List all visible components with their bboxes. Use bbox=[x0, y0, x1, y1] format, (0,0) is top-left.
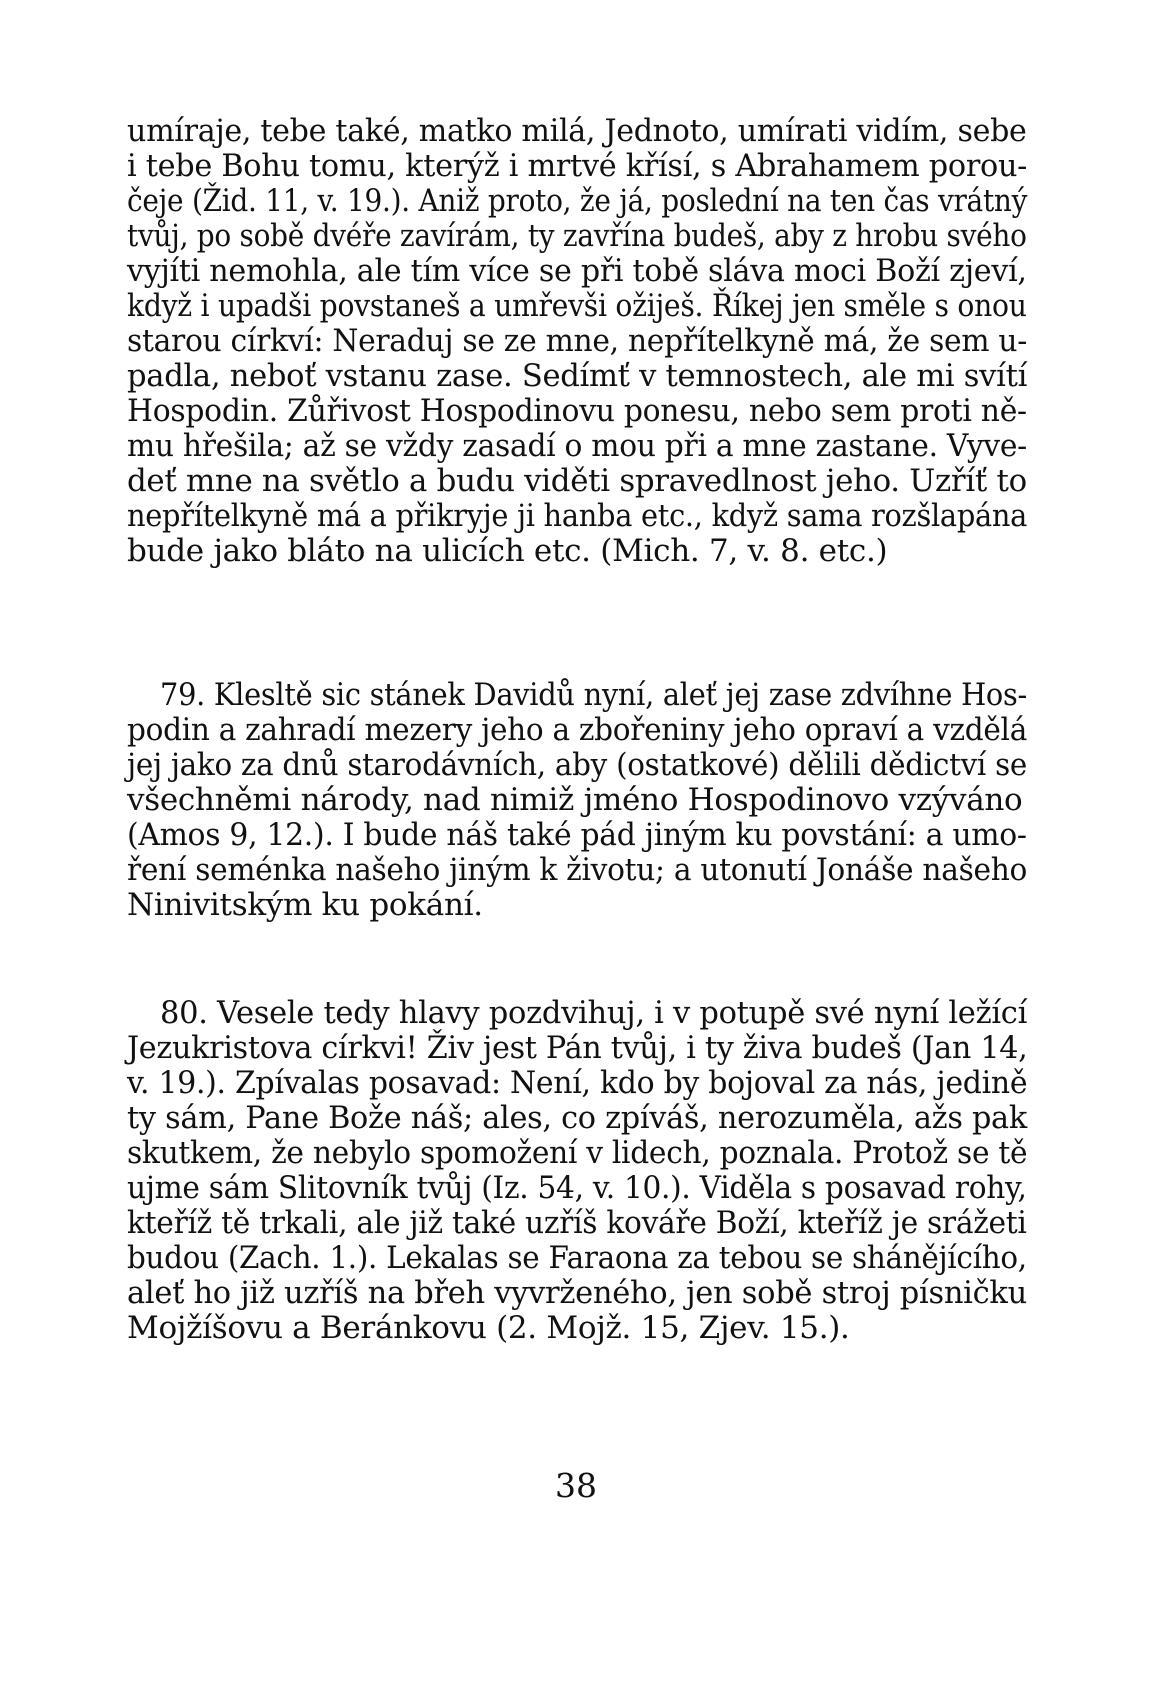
text-line: i tebe Bohu tomu, kterýž i mrtvé křísí, s Abrahamem porou- bbox=[127, 148, 1028, 184]
text-line: když i upadši povstaneš a umřevši ožiješ. Říkej jen směle s onou bbox=[127, 288, 1027, 324]
text-line: mu hřešila; až se vždy zasadí o mou při a mne zastane. Vyve- bbox=[127, 428, 1027, 464]
text-line: starou církví: Neraduj se ze mne, nepřítelkyně má, že sem u- bbox=[127, 323, 1027, 359]
text-line: bude jako bláto na ulicích etc. (Mich. 7, v. 8. etc.) bbox=[127, 533, 888, 569]
text-line: padla, neboť vstanu zase. Sedímť v temnostech, ale mi svítí bbox=[127, 358, 1028, 394]
text-line: nepřítelkyně má a přikryje ji hanba etc., když sama rozšlapána bbox=[127, 498, 1028, 534]
text-line: tvůj, po sobě dvéře zavírám, ty zavřína budeš, aby z hrobu svého bbox=[127, 218, 1027, 254]
text-line: všechněmi národy, nad nimiž jméno Hospodinovo vzýváno bbox=[127, 782, 1023, 818]
text-line: Hospodin. Zůřivost Hospodinovu ponesu, nebo sem proti ně- bbox=[127, 393, 1027, 429]
text-line: skutkem, že nebylo spomožení v lidech, poznala. Protož se tě bbox=[127, 1135, 1028, 1171]
text-line: Mojžíšovu a Beránkovu (2. Mojž. 15, Zjev. 15.). bbox=[127, 1310, 850, 1346]
text-line: vyjíti nemohla, ale tím více se při tobě sláva moci Boží zjeví, bbox=[127, 253, 1027, 289]
text-line: Ninivitským ku pokání. bbox=[127, 887, 483, 923]
text-line: deť mne na světlo a budu viděti spravedlnost jeho. Uzříť to bbox=[127, 463, 1027, 499]
text-line: 79. Klesltě sic stánek Davidů nyní, aleť jej zase zdvíhne Hos- bbox=[160, 677, 1028, 713]
text-line: ření seménka našeho jiným k životu; a utonutí Jonáše našeho bbox=[127, 852, 1028, 888]
text-line: kteříž tě trkali, ale již také uzříš kováře Boží, kteříž je srážeti bbox=[127, 1205, 1027, 1241]
text-line: Jezukristova církvi! Živ jest Pán tvůj, i ty živa budeš (Jan 14, bbox=[127, 1030, 1028, 1066]
text-line: ty sám, Pane Bože náš; ales, co zpíváš, nerozuměla, ažs pak bbox=[127, 1100, 1027, 1136]
text-line: podin a zahradí mezery jeho a zbořeniny jeho opraví a vzdělá bbox=[127, 712, 1028, 748]
text-line: jej jako za dnů starodávních, aby (ostatkové) dělili dědictví se bbox=[127, 747, 1028, 783]
text-line: ujme sám Slitovník tvůj (Iz. 54, v. 10.). Viděla s posavad rohy, bbox=[127, 1170, 1027, 1206]
text-line: (Amos 9, 12.). I bude náš také pád jiným ku povstání: a umo- bbox=[127, 817, 1027, 853]
text-line: čeje (Žid. 11, v. 19.). Aniž proto, že já, poslední na ten čas vrátný bbox=[127, 183, 1028, 219]
page-number: 38 bbox=[555, 1466, 597, 1505]
text-line: v. 19.). Zpívalas posavad: Není, kdo by bojoval za nás, jedině bbox=[127, 1065, 1028, 1101]
text-line: budou (Zach. 1.). Lekalas se Faraona za tebou se shánějícího, bbox=[127, 1240, 1027, 1276]
text-line: 80. Vesele tedy hlavy pozdvihuj, i v potupě své nyní ležící bbox=[160, 995, 1028, 1031]
text-line: umíraje, tebe také, matko milá, Jednoto, umírati vidím, sebe bbox=[127, 113, 1027, 149]
text-line: aleť ho již uzříš na břeh vyvrženého, jen sobě stroj písničku bbox=[127, 1275, 1027, 1311]
